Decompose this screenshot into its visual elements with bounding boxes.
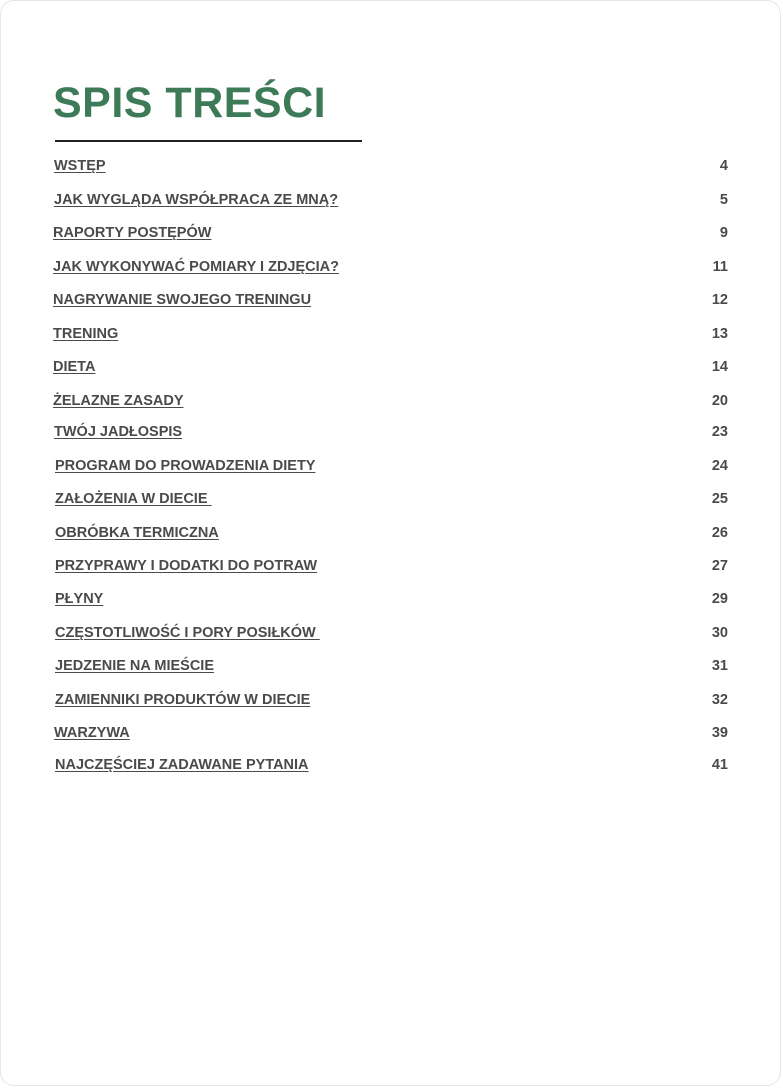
toc-page-number: 39 <box>711 725 728 741</box>
toc-page-number: 30 <box>711 625 728 641</box>
toc-entry-jedzenie[interactable] <box>1 656 783 678</box>
toc-link[interactable]: TWÓJ JADŁOSPIS <box>54 424 183 440</box>
toc-entry-jadlospis[interactable] <box>1 422 783 444</box>
toc-page-number: 32 <box>711 692 728 708</box>
toc-link[interactable]: PRZYPRAWY I DODATKI DO POTRAW <box>55 558 318 574</box>
toc-page-number: 24 <box>711 458 728 474</box>
toc-link[interactable]: NAGRYWANIE SWOJEGO TRENINGU <box>53 292 312 308</box>
toc-link[interactable]: WARZYWA <box>54 725 130 741</box>
toc-entry-trening[interactable] <box>1 324 783 346</box>
toc-entry-raporty[interactable] <box>1 223 783 245</box>
toc-page-number: 23 <box>711 424 728 440</box>
toc-entry-czestotliwosc[interactable] <box>1 623 783 645</box>
toc-page-number: 20 <box>711 393 728 409</box>
toc-page-number: 4 <box>719 158 728 174</box>
toc-link[interactable]: JAK WYKONYWAĆ POMIARY I ZDJĘCIA? <box>53 259 339 275</box>
toc-page-number: 9 <box>719 225 728 241</box>
page-title: SPIS TREŚCI <box>53 79 327 127</box>
toc-link[interactable]: ZAMIENNIKI PRODUKTÓW W DIECIE <box>55 692 311 708</box>
toc-link[interactable]: PROGRAM DO PROWADZENIA DIETY <box>55 458 316 474</box>
toc-link[interactable]: ZAŁOŻENIA W DIECIE <box>55 491 212 507</box>
toc-page-number: 31 <box>711 658 728 674</box>
toc-link[interactable]: RAPORTY POSTĘPÓW <box>53 225 212 241</box>
toc-page-number: 11 <box>712 259 728 275</box>
toc-page-number: 41 <box>711 757 728 773</box>
toc-entry-plyny[interactable] <box>1 589 783 611</box>
toc-entry-zasady[interactable] <box>1 391 783 413</box>
toc-link[interactable]: OBRÓBKA TERMICZNA <box>55 525 219 541</box>
toc-link[interactable]: ŻELAZNE ZASADY <box>53 393 184 409</box>
toc-entry-wspolpraca[interactable] <box>1 190 783 212</box>
toc-link[interactable]: WSTĘP <box>54 158 106 174</box>
toc-link[interactable]: DIETA <box>53 359 96 375</box>
toc-link[interactable]: JEDZENIE NA MIEŚCIE <box>55 658 214 674</box>
toc-page-number: 5 <box>719 192 728 208</box>
toc-link[interactable]: NAJCZĘŚCIEJ ZADAWANE PYTANIA <box>55 757 309 773</box>
toc-entry-wstep[interactable] <box>1 156 783 178</box>
toc-page-number: 13 <box>711 326 728 342</box>
toc-link[interactable]: PŁYNY <box>55 591 104 607</box>
toc-link[interactable]: JAK WYGLĄDA WSPÓŁPRACA ZE MNĄ? <box>54 192 339 208</box>
toc-entry-dieta[interactable] <box>1 357 783 379</box>
toc-entry-obrobka[interactable] <box>1 523 783 545</box>
toc-page-number: 26 <box>711 525 728 541</box>
toc-entry-pomiary[interactable] <box>1 257 783 279</box>
toc-entry-program[interactable] <box>1 456 783 478</box>
toc-page-number: 14 <box>711 359 728 375</box>
toc-page-number: 27 <box>711 558 728 574</box>
toc-link[interactable]: TRENING <box>53 326 119 342</box>
title-underline-divider <box>55 140 362 142</box>
toc-page-number: 25 <box>711 491 728 507</box>
toc-entry-nagrywanie[interactable] <box>1 290 783 312</box>
toc-entry-przyprawy[interactable] <box>1 556 783 578</box>
toc-page-number: 29 <box>711 591 728 607</box>
toc-link[interactable]: CZĘSTOTLIWOŚĆ I PORY POSIŁKÓW <box>55 625 320 641</box>
toc-entry-pytania[interactable] <box>1 755 783 777</box>
toc-entry-zamienniki[interactable] <box>1 690 783 712</box>
toc-page-number: 12 <box>711 292 728 308</box>
toc-entry-warzywa[interactable] <box>1 723 783 745</box>
toc-entry-zalozenia[interactable] <box>1 489 783 511</box>
